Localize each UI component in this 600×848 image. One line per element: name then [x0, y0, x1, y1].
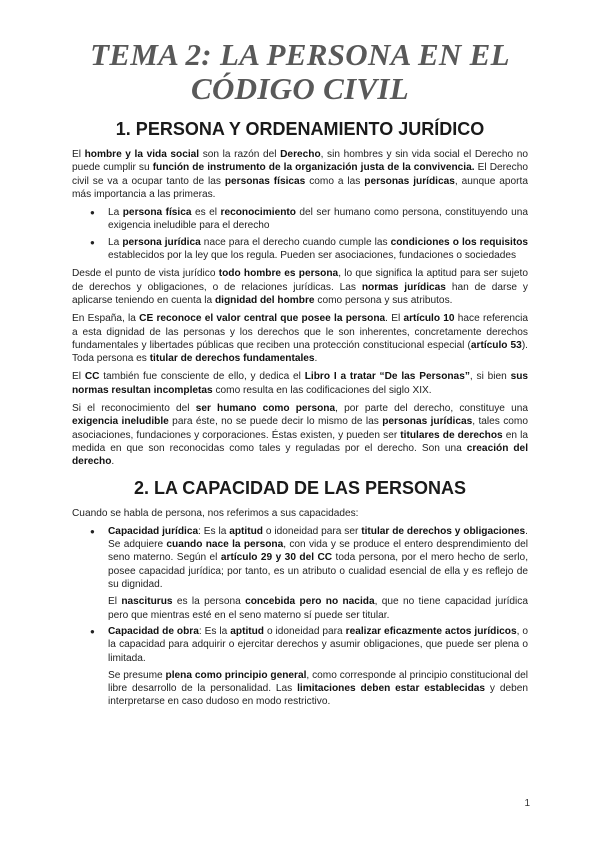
bold-text: Libro I a tratar “De las Personas”	[304, 371, 470, 383]
bold-text: personas jurídicas	[364, 175, 455, 187]
title-line-1: TEMA 2: LA PERSONA EN EL	[90, 37, 510, 72]
bold-text: titular de derechos fundamentales	[149, 353, 315, 365]
bold-text: realizar eficazmente actos jurídicos	[345, 625, 517, 637]
list-item-text: Capacidad jurídica: Es la aptitud o idoneidad para ser titular de derechos y obligaciones. Se adquiere cuando nace la persona, con vida y se produce el entero desprendimiento del seno materno. Según el artículo 29 y 30 del CC toda persona, por el mero hecho de serlo, posee capacidad jurídica; por tanto, es un atributo o cualidad esencial de ella y es reflejo de su dignidad.	[108, 525, 529, 591]
bullet-icon: ●	[90, 237, 95, 247]
bold-text: CE reconoce el valor central que posee la persona	[139, 313, 386, 325]
list-item	[72, 206, 528, 233]
paragraph: El hombre y la vida social son la razón del Derecho, sin hombres y sin vida social el Derecho no puede cumplir su función de instrumento de la organización justa de la convivencia. El Derecho civil se va a ocupar tanto de las personas físicas como a las personas jurídicas, aunque aporta más importancia a las primeras.	[72, 149, 528, 200]
bold-text: limitaciones deben estar establecidas	[297, 683, 486, 695]
list-item-text: Capacidad de obra: Es la aptitud o idoneidad para realizar eficazmente actos jurídicos, o la capacidad para adquirir o ejercitar derechos y asumir obligaciones, que puede ser plena o limitada.	[108, 625, 528, 664]
bold-text: personas físicas	[224, 175, 306, 187]
capacity-list	[72, 525, 528, 709]
section-2-heading: 2. LA CAPACIDAD DE LAS PERSONAS	[133, 477, 467, 498]
bold-text: exigencia ineludible	[72, 416, 169, 428]
bullet-icon: ●	[90, 626, 95, 636]
bold-text: titular de derechos y obligaciones	[361, 525, 526, 537]
bold-text: CC	[84, 371, 100, 383]
list-item	[72, 236, 528, 263]
bold-text: Derecho	[280, 149, 321, 160]
list-item	[72, 525, 528, 622]
list-item-subparagraph: Se presume plena como principio general, como corresponde al principio constitucional del libre desarrollo de la personalidad. Las limitaciones deben estar establecidas y deben interpretarse en caso dudoso en modo restrictivo.	[108, 669, 529, 708]
bold-text: Capacidad jurídica	[108, 525, 199, 537]
bold-text: persona jurídica	[122, 236, 201, 248]
bold-text: cuando nace la persona	[166, 539, 284, 551]
bold-text: Capacidad de obra	[108, 625, 199, 637]
bold-text: artículo 29 y 30 del CC	[220, 552, 333, 564]
title-line-2: CÓDIGO CIVIL	[190, 71, 410, 106]
bold-text: función de instrumento de la organización justa de la convivencia.	[152, 162, 475, 174]
bold-text: sus normas resultan incompletas	[72, 371, 529, 396]
list-item	[72, 625, 528, 709]
paragraph: Desde el punto de vista jurídico todo hombre es persona, lo que significa la aptitud para ser sujeto de derechos y obligaciones, o de relaciones jurídicas. Las normas jurídicas han de darse y aplicarse teniendo en cuenta la dignidad del hombre como persona y sus atributos.	[72, 268, 528, 306]
bold-text: todo hombre es persona	[218, 268, 339, 280]
bold-text: reconocimiento	[220, 207, 296, 219]
paragraph: En España, la CE reconoce el valor central que posee la persona. El artículo 10 hace referencia a esta dignidad de las personas y los derechos que le son inherentes, concretamente derechos fundamentales y libertades públicas que reciben una protección constitucional especial (artículo 53). Toda persona es titular de derechos fundamentales.	[72, 313, 528, 365]
list-item-subparagraph: El nasciturus es la persona concebida pero no nacida, que no tiene capacidad jurídica pero que mientras esté en el seno materno sí puede ser titular.	[108, 596, 528, 621]
document-title	[72, 38, 528, 106]
bold-text: titulares de derechos	[400, 429, 503, 441]
bullet-icon: ●	[90, 208, 95, 218]
list-item-text: La persona física es el reconocimiento del ser humano como persona, constituyendo una exigencia ineludible para el derecho	[108, 207, 529, 232]
bold-text: personas jurídicas	[382, 416, 473, 428]
bold-text: creación del derecho	[72, 442, 529, 468]
paragraph: El CC también fue consciente de ello, y dedica el Libro I a tratar “De las Personas”, si bien sus normas resultan incompletas como resulta en las codificaciones del siglo XIX.	[72, 371, 529, 396]
bold-text: artículo 10	[403, 313, 455, 325]
bullet-list	[72, 206, 528, 262]
list-item-text: La persona jurídica nace para el derecho cuando cumple las condiciones o los requisitos establecidos por la ley que los regula. Pueden ser asociaciones, fundaciones o sociedades	[108, 236, 529, 262]
bold-text: condiciones o los requisitos	[390, 236, 529, 248]
bold-text: normas jurídicas	[361, 281, 446, 293]
bold-text: nasciturus	[121, 596, 173, 608]
bold-text: hombre y la vida social	[84, 149, 200, 160]
bold-text: ser humano como persona	[195, 403, 336, 415]
bold-text: aptitud	[230, 625, 264, 637]
paragraph: Si el reconocimiento del ser humano como persona, por parte del derecho, constituye una exigencia ineludible para éste, no se puede decir lo mismo de las personas jurídicas, tales como asociaciones, fundaciones y corporaciones. Éstas existen, y pueden ser titulares de derechos en la medida en que son reconocidas como tales y reguladas por el derecho. Son una creación del derecho.	[72, 403, 529, 468]
bold-text: plena como principio general	[165, 669, 307, 681]
bold-text: aptitud	[229, 525, 263, 537]
bold-text: dignidad del hombre	[214, 294, 315, 306]
bold-text: persona física	[122, 207, 192, 219]
section-1-heading: 1. PERSONA Y ORDENAMIENTO JURÍDICO	[115, 119, 485, 139]
bullet-icon: ●	[90, 526, 95, 536]
bold-text: concebida pero no nacida	[245, 596, 375, 608]
page-number: 1	[524, 798, 530, 809]
paragraph: Cuando se habla de persona, nos referimos a sus capacidades:	[72, 507, 359, 519]
bold-text: artículo 53	[470, 339, 522, 351]
